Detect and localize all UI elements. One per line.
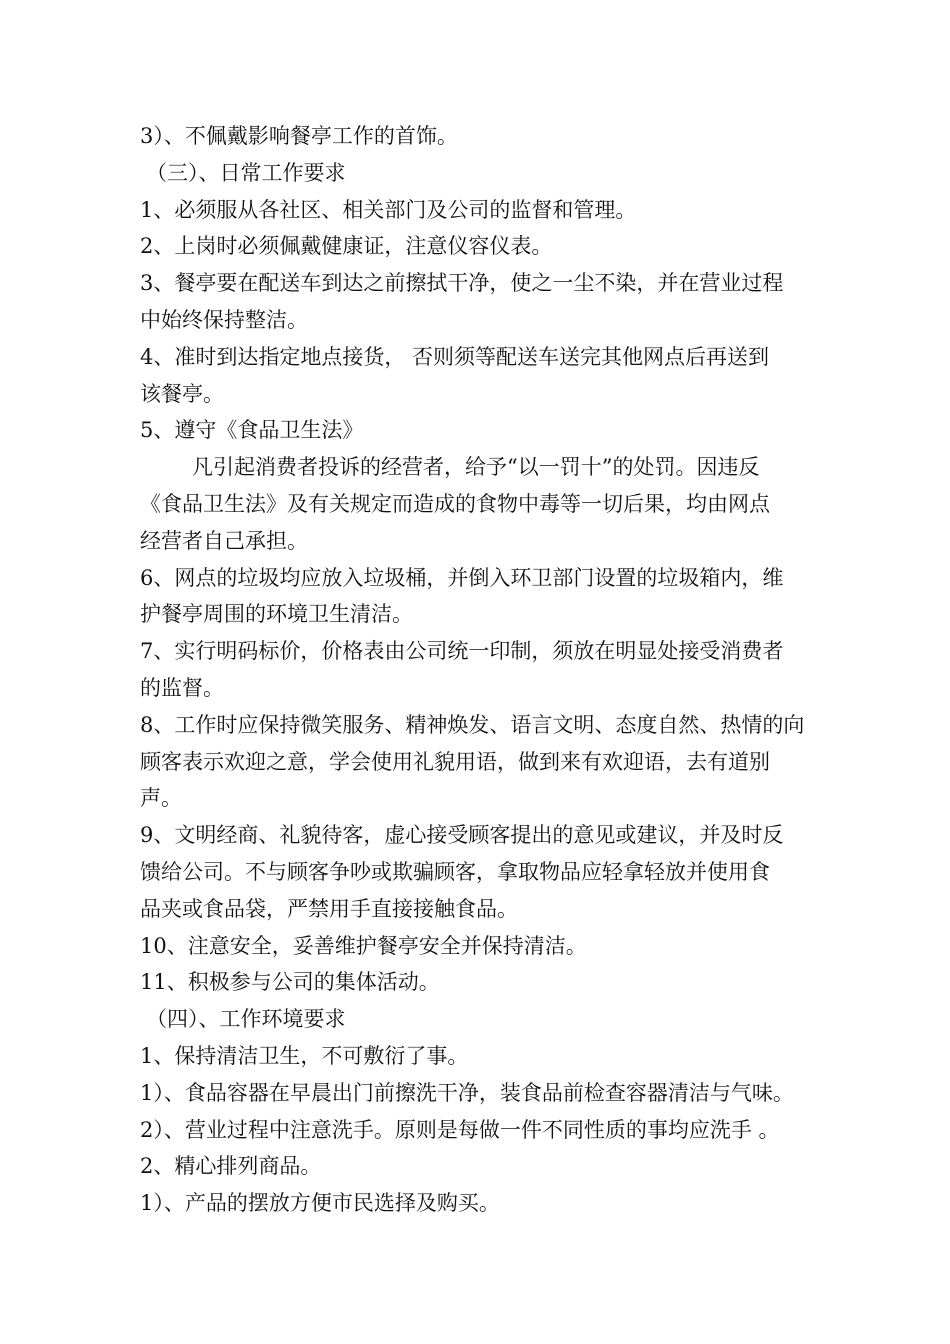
text-line: 9、文明经商、礼貌待客，虚心接受顾客提出的意见或建议，并及时反 xyxy=(140,823,784,848)
text-line: 4、准时到达指定地点接货， 否则须等配送车送完其他网点后再送到 xyxy=(140,344,770,369)
text-line: 3）、不佩戴影响餐亭工作的首饰。 xyxy=(140,124,458,148)
text-line: 10、注意安全，妥善维护餐亭安全并保持清洁。 xyxy=(140,933,587,958)
text-line: 馈给公司。不与顾客争吵或欺骗顾客，拿取物品应轻拿轻放并使用食 xyxy=(140,859,770,884)
text-line: 7、实行明码标价，价格表由公司统一印制，须放在明显处接受消费者 xyxy=(140,639,784,664)
text-line: 11、积极参与公司的集体活动。 xyxy=(140,970,440,995)
text-line: 1）、产品的摆放方便市民选择及购买。 xyxy=(140,1191,500,1216)
section-heading: （四）、工作环境要求 xyxy=(146,1007,346,1032)
text-line: 6、网点的垃圾均应放入垃圾桶，并倒入环卫部门设置的垃圾箱内，维 xyxy=(140,565,784,590)
text-line: 该餐亭。 xyxy=(140,381,224,406)
text-line: 2、精心排列商品。 xyxy=(140,1154,322,1179)
text-line: 凡引起消费者投诉的经营者，给予“以一罚十”的处罚。因违反 xyxy=(192,455,760,480)
text-line: 2）、营业过程中注意洗手。原则是每做一件不同性质的事均应洗手 。 xyxy=(140,1117,780,1142)
text-line: 2、上岗时必须佩戴健康证，注意仪容仪表。 xyxy=(140,234,553,259)
text-line: 3、餐亭要在配送车到达之前擦拭干净，使之一尘不染，并在营业过程 xyxy=(140,271,784,296)
text-line: 5、遵守《食品卫生法》 xyxy=(140,418,364,443)
text-line: 的监督。 xyxy=(140,675,224,700)
text-line: 1）、食品容器在早晨出门前擦洗干净，装食品前检查容器清洁与气味。 xyxy=(140,1080,794,1105)
text-line: 品夹或食品袋，严禁用手直接接触食品。 xyxy=(140,896,518,921)
text-line: 《食品卫生法》及有关规定而造成的食物中毒等一切后果，均由网点 xyxy=(140,491,770,516)
text-line: 护餐亭周围的环境卫生清洁。 xyxy=(140,602,413,627)
text-line: 1、保持清洁卫生，不可敷衍了事。 xyxy=(140,1043,469,1068)
text-line: 8、工作时应保持微笑服务、精神焕发、语言文明、态度自然、热情的向 xyxy=(140,712,805,737)
text-line: 经营者自己承担。 xyxy=(140,528,308,553)
text-line: 1、必须服从各社区、相关部门及公司的监督和管理。 xyxy=(140,197,637,222)
section-heading: （三）、日常工作要求 xyxy=(146,160,346,185)
text-line: 中始终保持整洁。 xyxy=(140,307,308,332)
document-body xyxy=(140,118,820,1222)
text-line: 声。 xyxy=(140,786,182,811)
text-line: 顾客表示欢迎之意，学会使用礼貌用语，做到来有欢迎语，去有道别 xyxy=(140,749,770,774)
